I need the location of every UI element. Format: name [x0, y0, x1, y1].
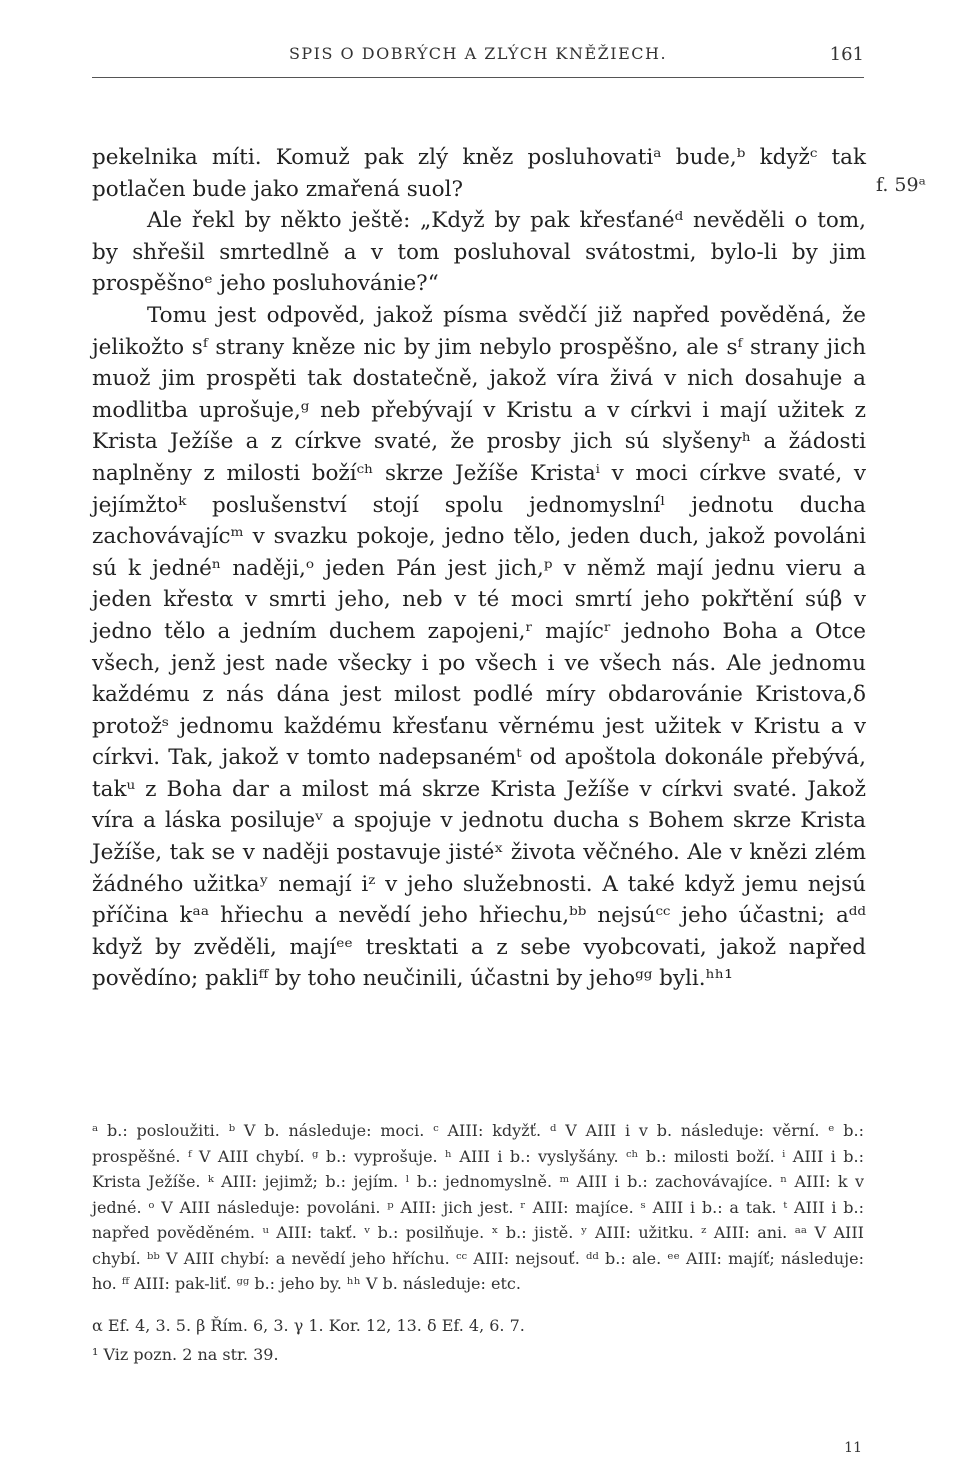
page-number: 161 — [829, 44, 864, 65]
paragraph-2: Ale řekl by někto ještě: „Když by pak křesťanéᵈ nevěděli o tom, by shřešil smrtedlně a v tom posluhoval svátostmi, bylo-li by jim prospěšnoᵉ jeho posluhovánie?“ — [92, 208, 866, 297]
variant-footnotes: ᵃ b.: posloužiti. ᵇ V b. následuje: moci. ᶜ AIII: kdyžť. ᵈ V AIII i v b. následuje: věrní. ᵉ b.: prospěšné. ᶠ V AIII chybí. ᵍ b.: vyprošuje. ʰ AIII i b.: vyslyšány. ᶜʰ b.: milosti boží. ⁱ AIII i b.: Krista Ježíše. ᵏ AIII: jejimž; b.: jejím. ˡ b.: jednomyslně. ᵐ AIII i b.: zachovávajíce. ⁿ AIII: k v jedné. ᵒ V AIII následuje: povoláni. ᵖ AIII: jich jest. ʳ AIII: majíce. ˢ AIII i b.: a tak. ᵗ AIII i b.: napřed pověděném. ᵘ AIII: takť. ᵛ b.: posilňuje. ˣ b.: jistě. ʸ AIII: užitku. ᶻ AIII: ani. ᵃᵃ V AIII chybí. ᵇᵇ V AIII chybí: a nevědí jeho hříchu. ᶜᶜ AIII: nejsouť. ᵈᵈ b.: ale. ᵉᵉ AIII: majíť; následuje: ho. ᶠᶠ AIII: pak-liť. ᵍᵍ b.: jeho by. ʰʰ V b. následuje: etc. — [92, 1121, 864, 1293]
editorial-note: ¹ Viz pozn. 2 na str. 39. — [92, 1345, 279, 1364]
paragraph-3: Tomu jest odpověd, jakož písma svědčí již napřed pověděná, že jelikožto sᶠ strany kněze nic by jim nebylo prospěšno, ale sᶠ strany jich muož jim prospěti tak dostatečně, jakož víra živá v nich dosahuje a modlitba uprošuje,ᵍ neb přebývají v Kristu a v církvi i mají užitek z Krista Ježíše a z církve svaté, že prosby jich sú slyšenyʰ a žádosti naplněny z milosti božíᶜʰ skrze Ježíše Kristaⁱ v moci církve svaté, v jejímžtoᵏ poslušenství stojí spolu jednomyslníˡ jednotu ducha zachovávajícᵐ v svazku pokoje, jedno tělo, jeden duch, jakož povoláni sú k jednéⁿ naději,ᵒ jeden Pán jest jich,ᵖ v němž mají jednu vieru a jeden křestα v smrti jeho, neb v té moci smrtí jeho pokřtění súβ v jedno tělo a jedním duchem zapojeni,ʳ majícʳ jednoho Boha a Otce všech, jenž jest nade všecky i po všech i ve všech nás. Ale jednomu každému z nás dána jest milost podlé míry obdarovánie Kristova,δ protožˢ jednomu každému křesťanu věrnému jest užitek v Kristu a v církvi. Tak, jakož v tomto nadepsanémᵗ od apoštola dokonále přebývá, takᵘ z Boha dar a milost má skrze Krista Ježíše v církvi svaté. Jakož víra a láska posilujeᵛ a spojuje v jednotu ducha s Bohem skrze Krista Ježíše, tak se v naději postavuje jistéˣ života věčného. Ale v knězi zlém žádného užitkaʸ nemají iᶻ v jeho služebnosti. A také když jemu nejsú příčina kᵃᵃ hřiechu a nevědí jeho hřiechu,ᵇᵇ nejsúᶜᶜ jeho účastni; aᵈᵈ když by zvěděli, majíᵉᵉ tresktati a z sebe vyobcovati, jakož napřed povědíno; pakliᶠᶠ by toho neučinili, účastni by jehoᵍᵍ byli.ʰʰ¹ — [92, 302, 866, 992]
paragraph-1: pekelnika míti. Komuž pak zlý kněz posluhovatiᵃ bude,ᵇ kdyžᶜ tak potlačen bude jako zmařená suol? — [92, 145, 866, 202]
running-title: SPIS O DOBRÝCH A ZLÝCH KNĚŽIECH. — [288, 44, 668, 63]
running-head — [92, 44, 864, 78]
folio-margin-note: f. 59ᵃ — [876, 174, 926, 196]
main-text — [92, 142, 866, 995]
scripture-crossrefs: α Ef. 4, 3. 5. β Řím. 6, 3. γ 1. Kor. 12, 13. δ Ef. 4, 6. 7. — [92, 1315, 525, 1335]
header-rule — [92, 77, 864, 78]
printer-signature: 11 — [844, 1440, 862, 1456]
footnotes — [92, 1118, 864, 1368]
